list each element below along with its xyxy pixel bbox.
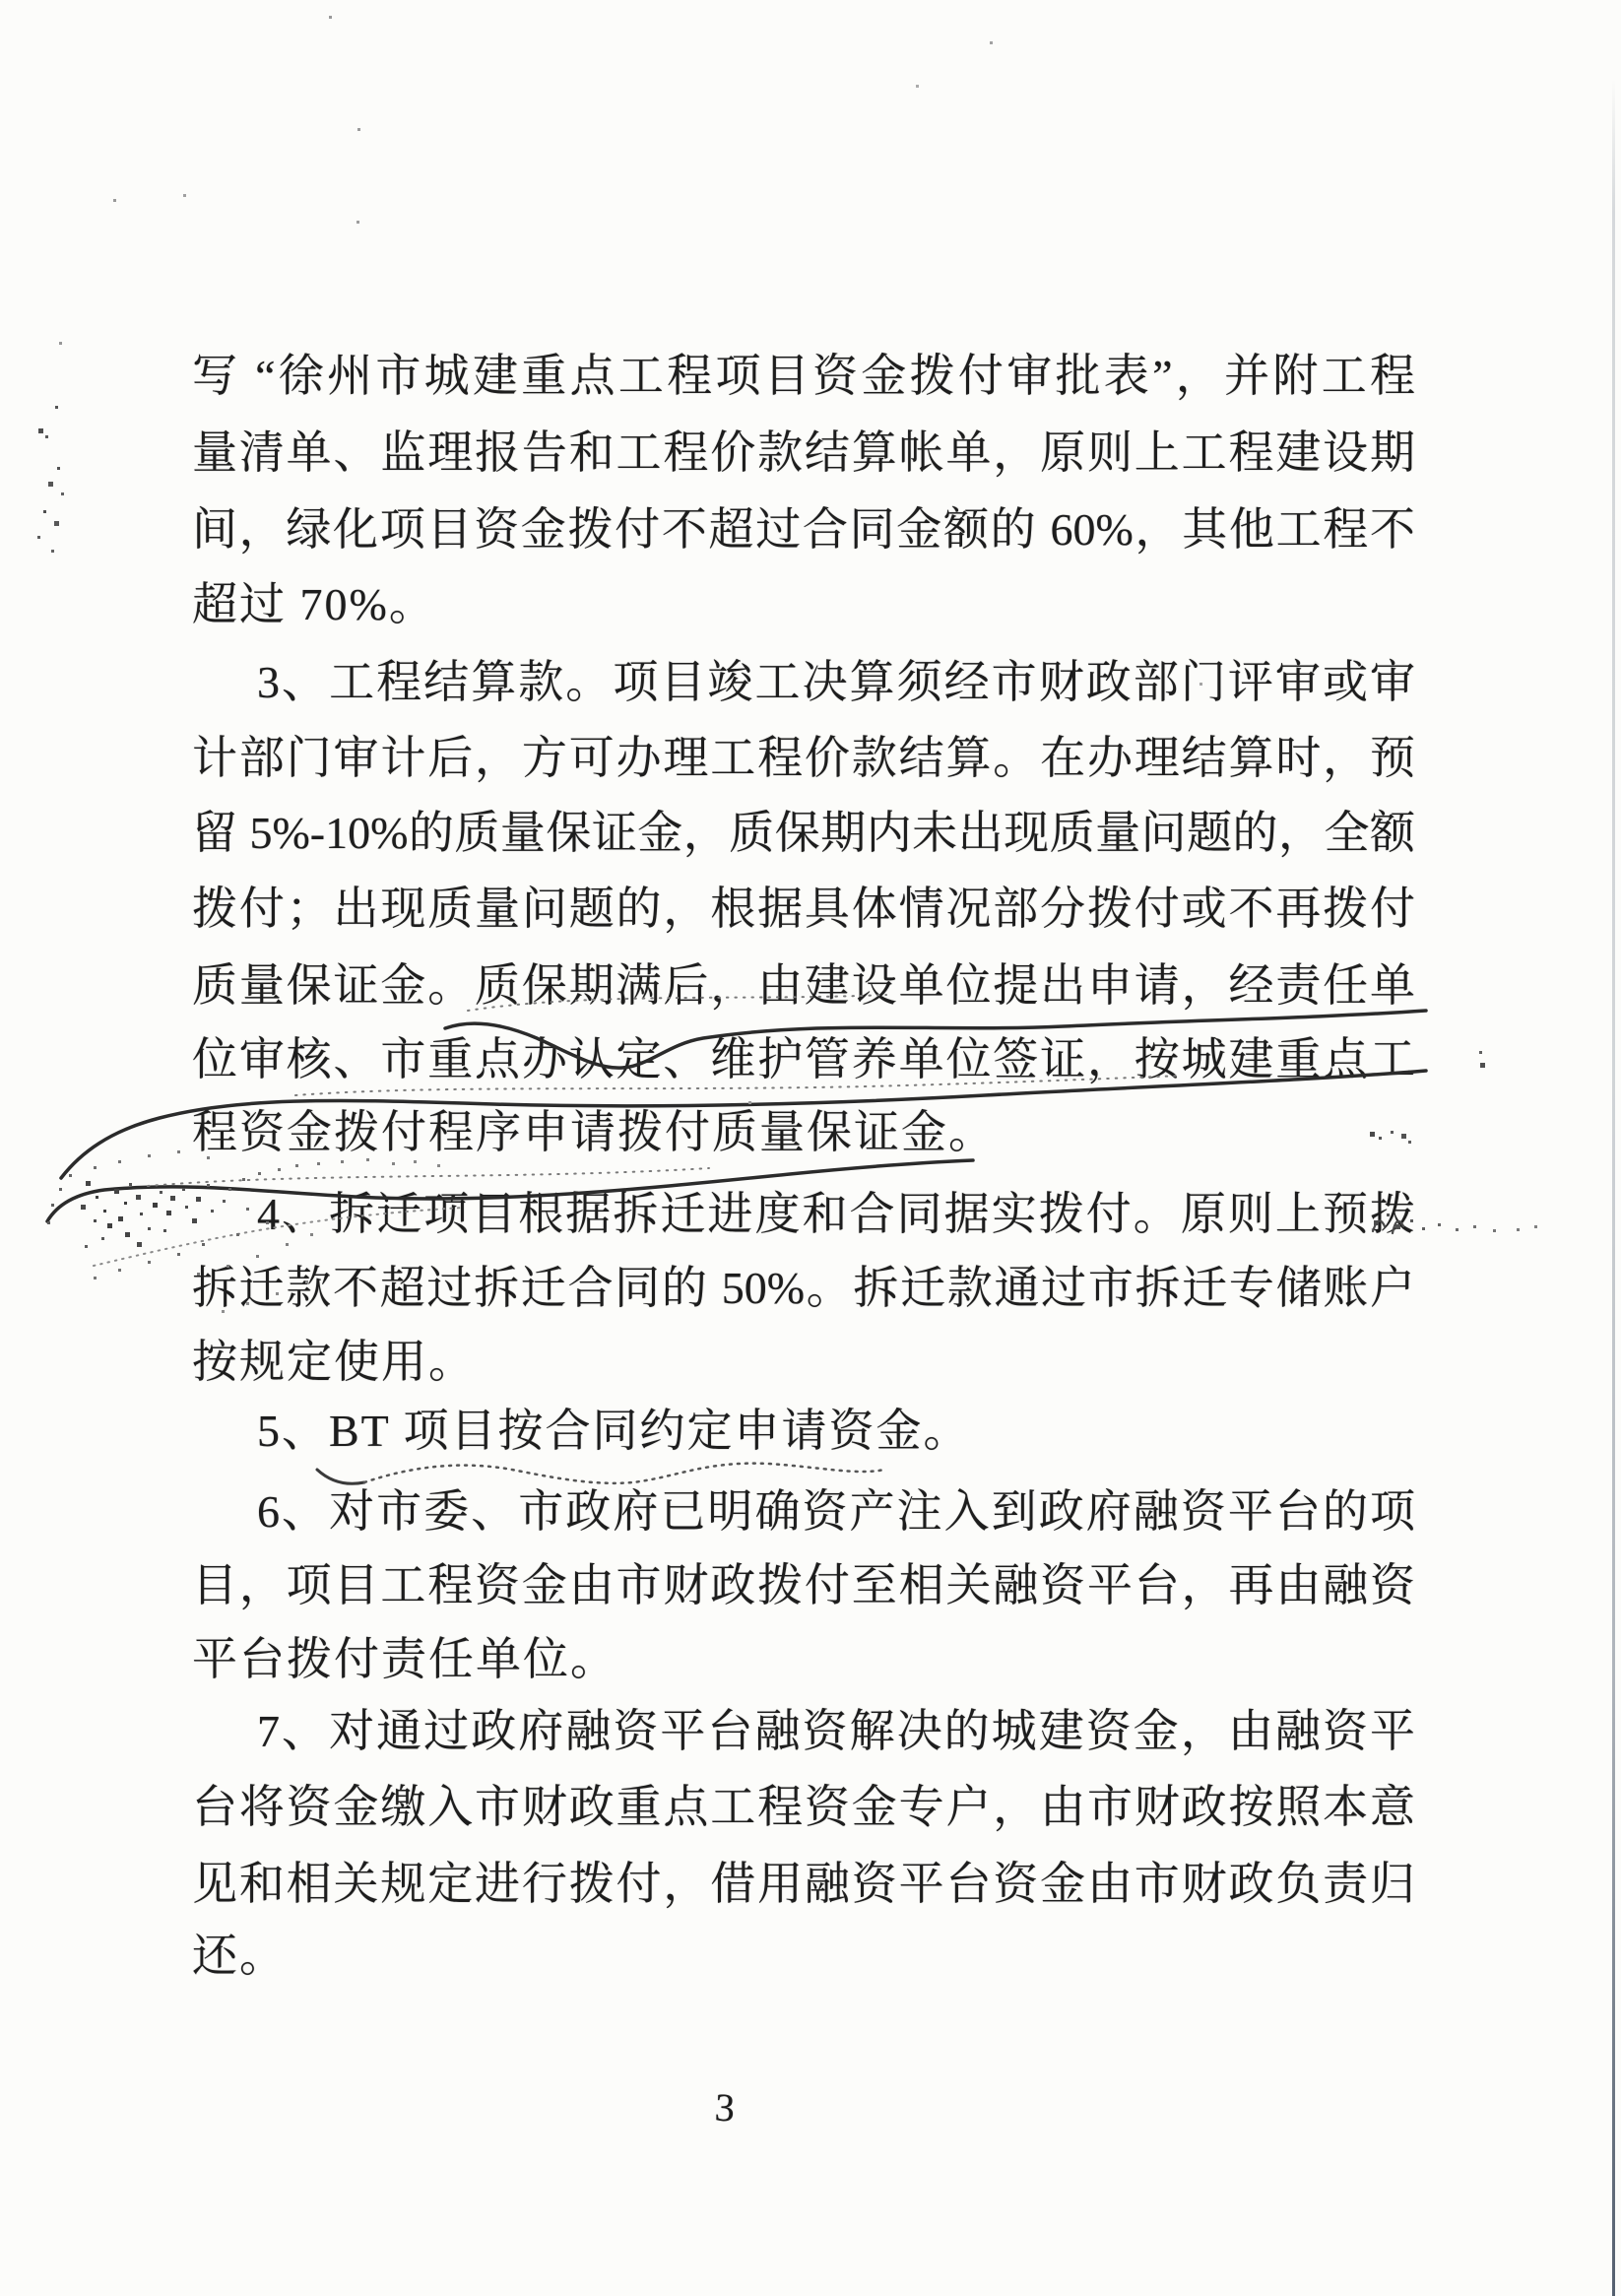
document-line: 按规定使用。 (192, 1337, 476, 1387)
document-line: 目，项目工程资金由市财政拨付至相关融资平台，再由融资 (192, 1560, 1415, 1610)
document-line: 留 5%-10%的质量保证金，质保期内未出现质量问题的，全额 (192, 808, 1415, 858)
document-line: 3、工程结算款。项目竣工决算须经市财政部门评审或审 (257, 657, 1415, 707)
page-number: 3 (713, 2084, 737, 2131)
document-line: 质量保证金。质保期满后，由建设单位提出申请，经责任单 (192, 960, 1415, 1011)
document-line: 5、BT 项目按合同约定申请资金。 (257, 1406, 971, 1456)
document-line: 超过 70%。 (192, 579, 436, 629)
document-line: 台将资金缴入市财政重点工程资金专户，由市财政按照本意 (192, 1782, 1415, 1832)
document-line: 计部门审计后，方可办理工程价款结算。在办理结算时，预 (192, 733, 1415, 783)
document-line: 7、对通过政府融资平台融资解决的城建资金，由融资平 (257, 1706, 1415, 1756)
document-line: 间，绿化项目资金拨付不超过合同金额的 60%，其他工程不 (192, 504, 1415, 555)
document-line: 拆迁款不超过拆迁合同的 50%。拆迁款通过市拆迁专储账户 (192, 1263, 1415, 1313)
document-line: 还。 (192, 1931, 287, 1981)
scan-noise-right-marks (0, 0, 3, 3)
document-line: 平台拨付责任单位。 (192, 1634, 617, 1684)
document-line: 拨付；出现质量问题的，根据具体情况部分拨付或不再拨付 (192, 884, 1415, 934)
document-line: 程资金拨付程序申请拨付质量保证金。 (192, 1107, 996, 1157)
document-line: 6、对市委、市政府已明确资产注入到政府融资平台的项 (257, 1486, 1415, 1537)
scan-edge-line (1612, 79, 1615, 2296)
document-line: 见和相关规定进行拨付，借用融资平台资金由市财政负责归 (192, 1859, 1415, 1909)
document-line: 量清单、监理报告和工程价款结算帐单，原则上工程建设期 (192, 427, 1415, 478)
document-line: 写 “徐州市城建重点工程项目资金拨付审批表”，并附工程 (192, 351, 1415, 401)
document-line: 4、拆迁项目根据拆迁进度和合同据实拨付。原则上预拨 (257, 1189, 1415, 1239)
document-line: 位审核、市重点办认定、维护管养单位签证，按城建重点工 (192, 1034, 1415, 1084)
